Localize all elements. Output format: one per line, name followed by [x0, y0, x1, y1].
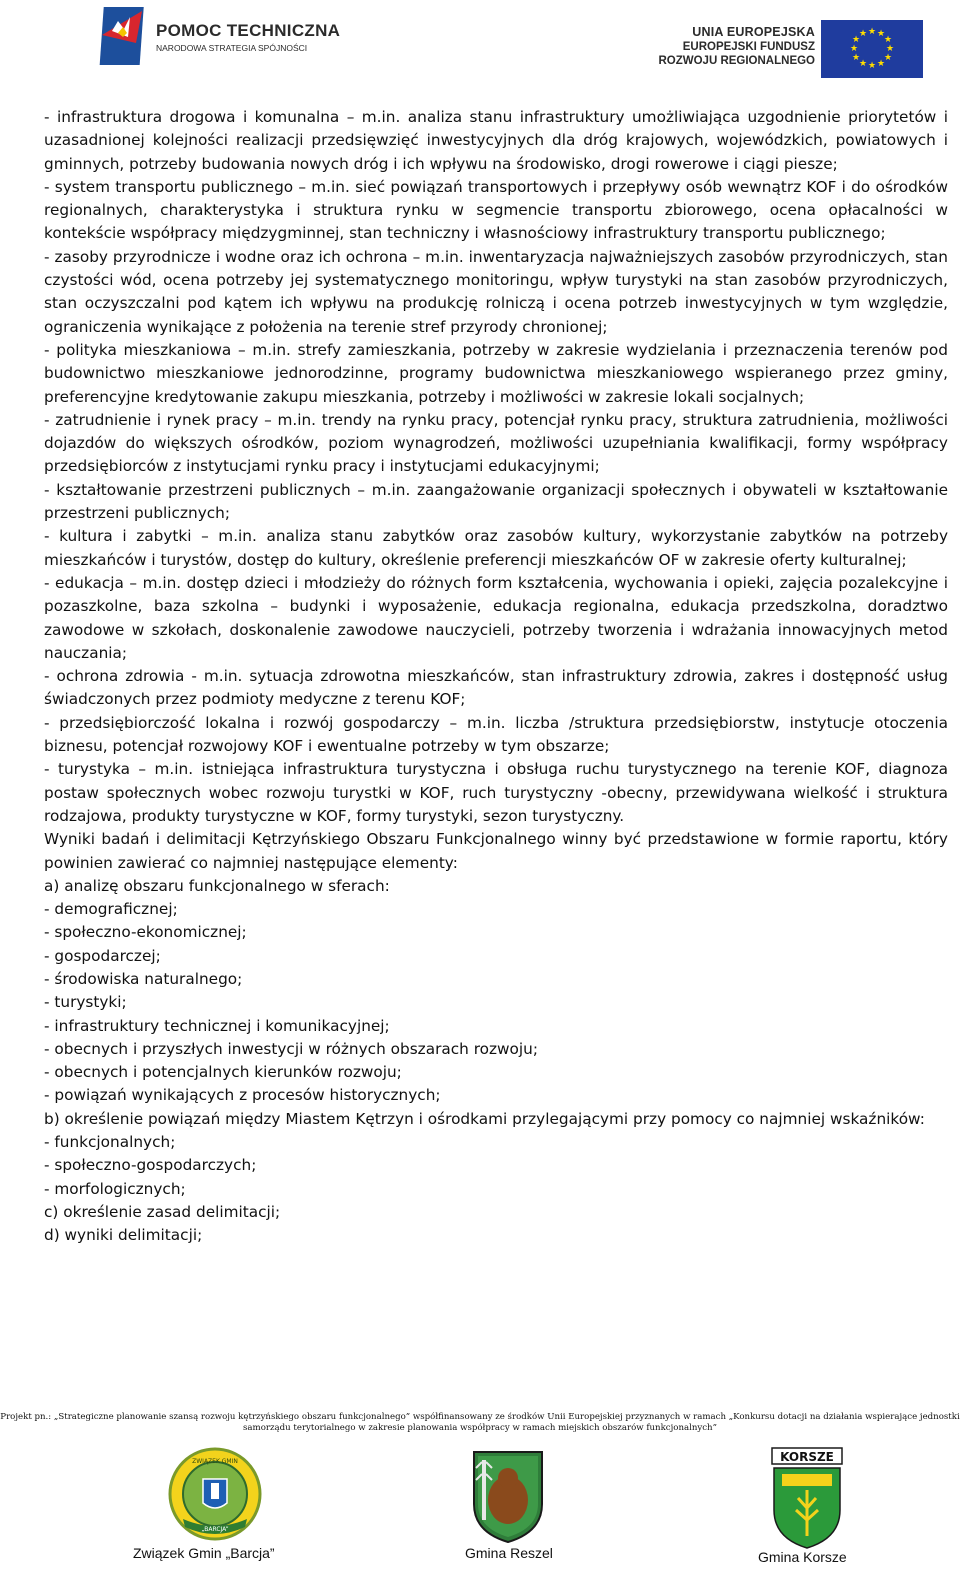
list-item-b: b) określenie powiązań między Miastem Kętrzyn i ośrodkami przylegającymi przy pomocy co najmniej wskaźników: — [44, 1109, 925, 1128]
barcja-crest-icon — [165, 1447, 265, 1543]
list-item: - obecnych i przyszłych inwestycji w różnych obszarach rozwoju; — [44, 1039, 539, 1058]
list-item: - infrastruktury technicznej i komunikacyjnej; — [44, 1016, 390, 1035]
paragraph-przestrzen: - kształtowanie przestrzeni publicznych – m.in. zaangażowanie organizacji społecznych i obywateli w kształtowanie przestrzeni publicznych; — [44, 480, 948, 523]
paragraph-mieszkaniowa: - polityka mieszkaniowa – m.in. strefy zamieszkania, potrzeby w zakresie wydzielania i przeznaczenia terenów pod budownictwo mieszkaniowe jednorodzinne, programy budownictwa mieszkaniowego wspieranego przez gminy, preferencyjne kredytowanie zakupu mieszkania, potrzeby i możliwości w zakresie lokali socjalnych; — [44, 340, 948, 406]
eu-flag-icon — [821, 20, 923, 78]
list-item: - funkcjonalnych; — [44, 1133, 176, 1152]
page-header — [0, 0, 960, 85]
reszel-crest-icon — [468, 1448, 548, 1544]
svg-text:★: ★ — [858, 59, 868, 69]
list-item-a: a) analizę obszaru funkcjonalnego w sferach: — [44, 876, 390, 895]
list-item-d: d) wyniki delimitacji; — [44, 1226, 203, 1245]
pomoc-techniczna-title: POMOC TECHNICZNA — [156, 21, 341, 40]
ue-line-1: UNIA EUROPEJSKA — [692, 25, 815, 39]
korsze-banner-text: KORSZE — [780, 1450, 834, 1464]
pomoc-techniczna-logo — [96, 3, 396, 73]
paragraph-wyniki: Wyniki badań i delimitacji Kętrzyńskiego Obszaru Funkcjonalnego winny być przedstawione w formie raportu, który powinien zawierać co najmniej następujące elementy: — [44, 830, 948, 872]
list-item-c: c) określenie zasad delimitacji; — [44, 1202, 281, 1221]
paragraph-turystyka: - turystyka – m.in. istniejąca infrastruktura turystyczna i obsługa ruchu turystycznego na terenie KOF, diagnoza postaw społecznych wobec rozwoju turystki w KOF, ruch turystyczny -obecny, przewidywana wielkość i struktura rodzajowa, produkty turystyczne w KOF, formy turystyki, sezon turystyczny. — [44, 760, 948, 825]
list-item: - gospodarczej; — [44, 946, 161, 965]
list-item: - turystyki; — [44, 993, 127, 1012]
svg-text:★: ★ — [867, 61, 877, 71]
reszel-label: Gmina Reszel — [465, 1545, 553, 1561]
paragraph-edukacja: - edukacja – m.in. dostęp dzieci i młodzieży do różnych form kształcenia, wychowania i opieki, zajęcia pozalekcyjne i pozaszkolne, baza szkolna – budynki i wyposażenie, edukacja regionalna, edukacja przedszkolna, doradztwo zawodowe w szkołach, doskonalenie zawodowe nauczycieli, potrzeby tworzenia i wdrażania innowacyjnych metod nauczania; — [44, 573, 948, 662]
document-body — [44, 106, 948, 1248]
svg-text:★: ★ — [883, 53, 893, 63]
paragraph-transport: - system transportu publicznego – m.in. sieć powiązań transportowych i przepływy osób wewnątrz KOF i do ośrodków regionalnych, charakterystyka i struktura rynku w segmencie transportu zbiorowego, ocena opłacalności w kontekście współpracy międzygminnej, stan techniczny i własnościowy infrastruktury transportu publicznego; — [44, 177, 948, 243]
ue-line-3: ROZWOJU REGIONALNEGO — [658, 55, 815, 67]
list-item: - środowiska naturalnego; — [44, 969, 243, 988]
pomoc-techniczna-subtitle: NARODOWA STRATEGIA SPÓJNOŚCI — [156, 43, 308, 53]
list-item: - demograficznej; — [44, 900, 178, 919]
svg-text:★: ★ — [876, 29, 886, 39]
list-item: - społeczno-ekonomicznej; — [44, 923, 247, 942]
korsze-crest-icon — [768, 1446, 846, 1550]
svg-text:★: ★ — [885, 44, 895, 54]
list-item: - społeczno-gospodarczych; — [44, 1156, 257, 1175]
svg-text:★: ★ — [849, 44, 859, 54]
ue-line-2: EUROPEJSKI FUNDUSZ — [682, 41, 815, 53]
paragraph-infrastruktura: - infrastruktura drogowa i komunalna – m.in. analiza stanu infrastruktury umożliwiająca uzgodnienie priorytetów i uzasadnionej kolejności realizacji przedsięwzięć inwestycyjnych dla dróg krajowych, wojewódzkich, powiatowych i gminnych, potrzeby budowania nowych dróg i ich wpływu na środowisko, drogi rowerowe i ciągi piesze; — [44, 108, 948, 173]
korsze-label: Gmina Korsze — [758, 1549, 847, 1565]
list-item: - powiązań wynikających z procesów historycznych; — [44, 1086, 441, 1105]
svg-text:★: ★ — [851, 53, 861, 63]
svg-text:★: ★ — [876, 59, 886, 69]
barcja-label: Związek Gmin „Barcja” — [133, 1545, 275, 1561]
pomoc-techniczna-emblem-icon — [96, 3, 152, 69]
list-item: - obecnych i potencjalnych kierunków rozwoju; — [44, 1063, 402, 1082]
paragraph-kultura: - kultura i zabytki – m.in. analiza stanu zabytków oraz zasobów kultury, wykorzystanie zabytków na potrzeby mieszkańców i turystów, dostęp do kultury, określenie preferencji mieszkańców OF w zakresie oferty kulturalnej; — [44, 527, 948, 569]
unia-europejska-logo — [640, 20, 925, 80]
barcja-crest-text: ZWIĄZEK GMIN — [192, 1458, 238, 1465]
svg-text:★: ★ — [858, 29, 868, 39]
list-item: - morfologicznych; — [44, 1179, 186, 1198]
paragraph-zasoby: - zasoby przyrodnicze i wodne oraz ich ochrona – m.in. inwentaryzacja najważniejszych zasobów przyrodniczych, stan czystości wód, ocena potrzeby jej systematycznego monitoringu, wpływ turystyki na stan zasobów przyrodniczych, stan oczyszczalni pod kątem ich wpływu na produkcję rolniczą i ocena potrzeb inwestycyjnych w tym względzie, ograniczenia wynikające z położenia na terenie stref przyrody chronionej; — [44, 247, 948, 336]
svg-text:★: ★ — [867, 27, 877, 37]
barcja-crest-ribbon-text: „BARCJA” — [201, 1526, 229, 1533]
svg-text:★: ★ — [851, 35, 861, 45]
paragraph-przedsiebiorczosc: - przedsiębiorczość lokalna i rozwój gospodarczy – m.in. liczba /struktura przedsiębiorstw, instytucje otoczenia biznesu, potencjał rozwojowy KOF i ewentualne potrzeby w tym obszarze; — [44, 713, 948, 756]
paragraph-zdrowie: - ochrona zdrowia - m.in. sytuacja zdrowotna mieszkańców, stan infrastruktury zdrowia, zakres i dostępność usług świadczonych przez podmioty medyczne z terenu KOF; — [44, 667, 948, 709]
svg-text:★: ★ — [883, 35, 893, 45]
project-footnote: Projekt pn.: „Strategiczne planowanie szansą rozwoju kętrzyńskiego obszaru funkcjonalnego” współfinansowany ze środków Unii Europejskiej przyznanych w ramach „Konkursu dotacji na działania wspierające jednostki samorządu terytorialnego w zakresie planowania współpracy w ramach miejskich obszarów funkcjonalnych” — [0, 1412, 960, 1433]
paragraph-zatrudnienie: - zatrudnienie i rynek pracy – m.in. trendy na rynku pracy, potencjał rynku pracy, struktura zatrudnienia, możliwości dojazdów do większych ośrodków, poziom wynagrodzeń, możliwości uzupełniania kwalifikacji, formy współpracy przedsiębiorców z instytucjami rynku pracy i instytucjami edukacyjnymi; — [44, 410, 948, 476]
